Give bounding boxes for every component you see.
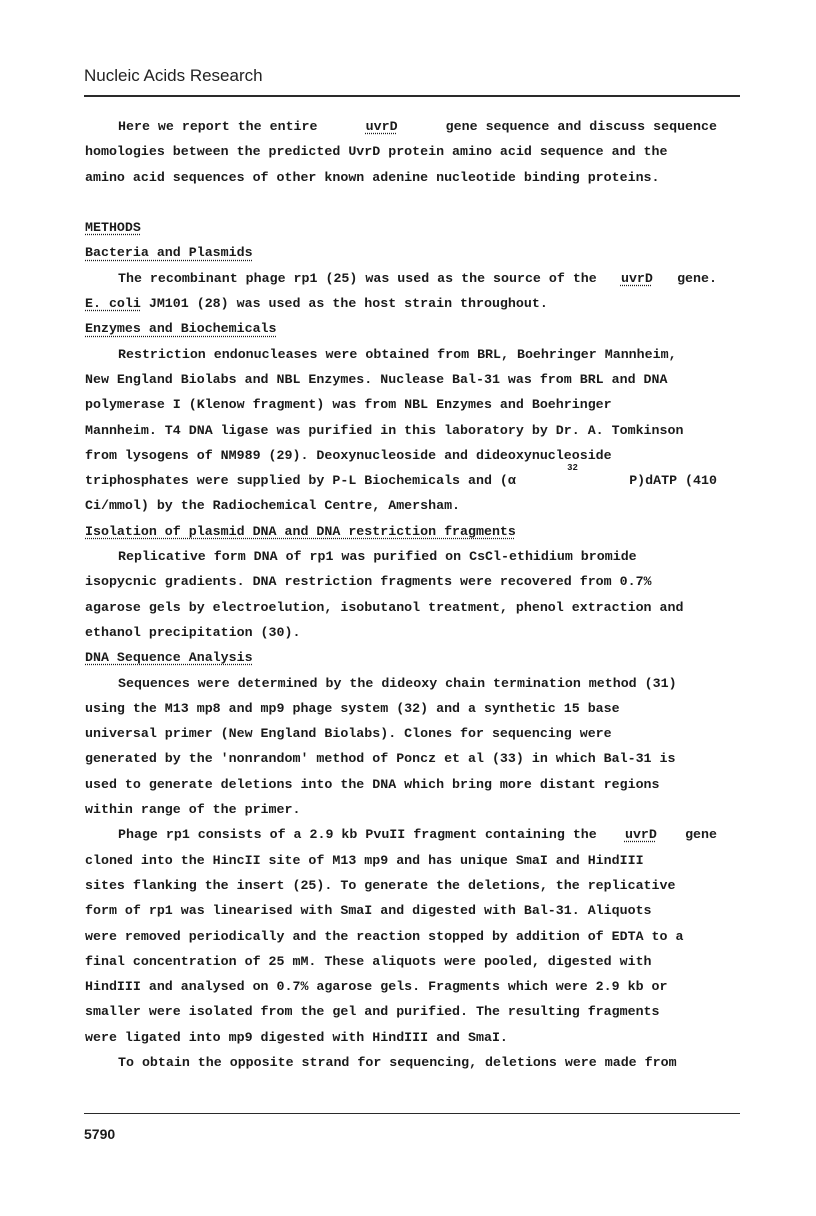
text-line: Restriction endonucleases were obtained from BRL, Boehringer Mannheim, (118, 346, 677, 362)
section-heading-methods: METHODS (85, 220, 141, 236)
subheading-isolation: Isolation of plasmid DNA and DNA restriction fragments (85, 523, 516, 539)
body-text (85, 114, 717, 1075)
text-line: Mannheim. T4 DNA ligase was purified in this laboratory by Dr. A. Tomkinson (85, 422, 684, 438)
text-line: amino acid sequences of other known adenine nucleotide binding proteins. (85, 169, 660, 185)
text-line: The recombinant phage rp1 (25) was used as the source of the uvrD gene. (85, 266, 717, 291)
text-line: sites flanking the insert (25). To generate the deletions, the replicative (85, 877, 676, 893)
subheading-bacteria: Bacteria and Plasmids (85, 245, 253, 261)
text-line: Ci/mmol) by the Radiochemical Centre, Amersham. (85, 498, 461, 514)
text-line: generated by the 'nonrandom' method of Poncz et al (33) in which Bal-31 is (85, 751, 676, 767)
footer-rule (84, 1113, 740, 1114)
organism-name: E. coli (85, 296, 141, 312)
text-line: Phage rp1 consists of a 2.9 kb PvuII fragment containing the uvrD gene (85, 822, 717, 847)
text-line: ethanol precipitation (30). (85, 624, 301, 640)
text-line: Sequences were determined by the dideoxy chain termination method (31) (118, 675, 677, 691)
text-line: were removed periodically and the reaction stopped by addition of EDTA to a (85, 928, 684, 944)
text-line: universal primer (New England Biolabs). Clones for sequencing were (85, 726, 612, 742)
text-line: agarose gels by electroelution, isobutanol treatment, phenol extraction and (85, 599, 684, 615)
text-line: New England Biolabs and NBL Enzymes. Nuclease Bal-31 was from BRL and DNA (85, 371, 668, 387)
text-line: within range of the primer. (85, 802, 301, 818)
text-line: HindIII and analysed on 0.7% agarose gels. Fragments which were 2.9 kb or (85, 979, 668, 995)
journal-title: Nucleic Acids Research (84, 66, 263, 85)
subheading-enzymes: Enzymes and Biochemicals (85, 321, 277, 337)
text-line: using the M13 mp8 and mp9 phage system (32) and a synthetic 15 base (85, 700, 620, 716)
text-line: from lysogens of NM989 (29). Deoxynucleoside and dideoxynucleoside (85, 447, 612, 463)
text-line: Replicative form DNA of rp1 was purified on CsCl-ethidium bromide (118, 549, 637, 565)
gene-name: uvrD (365, 119, 398, 134)
text-line: used to generate deletions into the DNA which bring more distant regions (85, 776, 660, 792)
text-line: triphosphates were supplied by P-L Biochemicals and (α 32 P)dATP (410 (85, 468, 717, 493)
gene-name: uvrD (620, 270, 653, 286)
text-line: To obtain the opposite strand for sequencing, deletions were made from (118, 1054, 677, 1070)
text-line: smaller were isolated from the gel and purified. The resulting fragments (85, 1004, 660, 1020)
text-line: form of rp1 was linearised with SmaI and digested with Bal-31. Aliquots (85, 903, 652, 919)
header-rule (84, 95, 740, 97)
text-line: were ligated into mp9 digested with HindIII and SmaI. (85, 1029, 508, 1045)
text-line: Here we report the entire uvrD gene sequence and discuss sequence (85, 114, 717, 139)
page-number: 5790 (84, 1126, 116, 1142)
text-line: isopycnic gradients. DNA restriction fragments were recovered from 0.7% (85, 574, 652, 590)
text-line: E. coli JM101 (28) was used as the host strain throughout. (85, 296, 548, 312)
gene-name: uvrD (624, 827, 657, 843)
text-line: homologies between the predicted UvrD protein amino acid sequence and the (85, 144, 668, 160)
subheading-sequence: DNA Sequence Analysis (85, 650, 253, 666)
text-line: cloned into the HincII site of M13 mp9 and has unique SmaI and HindIII (85, 852, 644, 868)
superscript: 32 (567, 463, 578, 474)
text-line: final concentration of 25 mM. These aliquots were pooled, digested with (85, 953, 652, 969)
text-line: polymerase I (Klenow fragment) was from NBL Enzymes and Boehringer (85, 397, 612, 413)
